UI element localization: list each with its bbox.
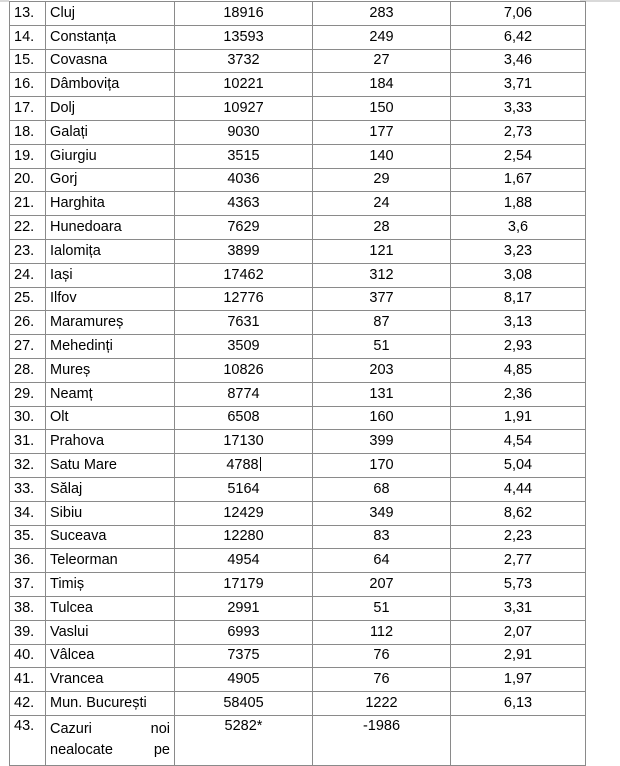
cases-value[interactable]: 18916 [175,2,313,26]
table-row [10,573,586,597]
deaths-value[interactable]: 64 [313,549,451,573]
rate-value[interactable]: 3,08 [451,263,586,287]
table-row-unallocated [10,715,586,765]
county-name: Maramureș [46,311,175,335]
table-row [10,120,586,144]
row-index: 30. [10,406,46,430]
row-index: 27. [10,335,46,359]
cases-value[interactable]: 9030 [175,120,313,144]
county-name: Prahova [46,430,175,454]
rate-value[interactable]: 4,85 [451,358,586,382]
table-row [10,25,586,49]
rate-value[interactable]: 5,73 [451,573,586,597]
rate-value[interactable]: 8,17 [451,287,586,311]
scan-artifact-left [0,0,9,2]
deaths-value[interactable]: 76 [313,668,451,692]
row-index: 33. [10,477,46,501]
row-index: 15. [10,49,46,73]
row-index: 38. [10,596,46,620]
county-name: Constanța [46,25,175,49]
row-index: 39. [10,620,46,644]
cases-value[interactable]: 58405 [175,692,313,716]
table-row [10,263,586,287]
unallocated-label [46,715,175,765]
cases-value[interactable]: 6508 [175,406,313,430]
cases-value[interactable]: 3732 [175,49,313,73]
table-row [10,501,586,525]
cases-value[interactable]: 13593 [175,25,313,49]
cases-value[interactable]: 4363 [175,192,313,216]
row-index: 28. [10,358,46,382]
deaths-value[interactable]: 1222 [313,692,451,716]
county-name: Vrancea [46,668,175,692]
rate-value[interactable]: 2,23 [451,525,586,549]
county-name: Sălaj [46,477,175,501]
table-row [10,239,586,263]
table-row [10,430,586,454]
row-index: 16. [10,73,46,97]
county-name: Dolj [46,97,175,121]
deaths-value[interactable]: 27 [313,49,451,73]
table-row [10,525,586,549]
deaths-value[interactable]: 150 [313,97,451,121]
table-row [10,477,586,501]
rate-value[interactable]: 4,54 [451,430,586,454]
deaths-value[interactable]: 83 [313,525,451,549]
rate-value[interactable]: 3,23 [451,239,586,263]
cases-value[interactable]: 5164 [175,477,313,501]
table-row [10,596,586,620]
table-row [10,549,586,573]
rate-value[interactable]: 2,36 [451,382,586,406]
row-index: 23. [10,239,46,263]
rate-value[interactable]: 3,31 [451,596,586,620]
deaths-value[interactable]: 131 [313,382,451,406]
county-name: Olt [46,406,175,430]
rate-value[interactable]: 1,88 [451,192,586,216]
deaths-value[interactable]: 184 [313,73,451,97]
table-row [10,49,586,73]
county-name: Mureș [46,358,175,382]
deaths-value[interactable]: 177 [313,120,451,144]
row-index: 43. [10,715,46,765]
county-name: Suceava [46,525,175,549]
county-name: Vâlcea [46,644,175,668]
table-body [10,2,586,766]
deaths-value[interactable]: 28 [313,216,451,240]
deaths-value[interactable]: 51 [313,596,451,620]
cases-value[interactable]: 6993 [175,620,313,644]
cases-value[interactable]: 17462 [175,263,313,287]
rate-value[interactable]: 2,93 [451,335,586,359]
rate-value[interactable]: 3,71 [451,73,586,97]
row-index: 22. [10,216,46,240]
row-index: 25. [10,287,46,311]
deaths-value[interactable]: 24 [313,192,451,216]
cases-value[interactable]: 3509 [175,335,313,359]
cases-value[interactable]: 10927 [175,97,313,121]
unallocated-label-line: nealocate pe [50,741,170,758]
cases-value[interactable]: 7629 [175,216,313,240]
county-name: Hunedoara [46,216,175,240]
cases-value[interactable]: 2991 [175,596,313,620]
rate-value[interactable]: 5,04 [451,454,586,478]
county-name: Galați [46,120,175,144]
county-name: Vaslui [46,620,175,644]
table-row [10,620,586,644]
table-row [10,382,586,406]
table-row [10,311,586,335]
cases-value[interactable]: 12776 [175,287,313,311]
rate-value[interactable]: 6,42 [451,25,586,49]
county-name: Mun. București [46,692,175,716]
rate-value[interactable]: 3,13 [451,311,586,335]
rate-value[interactable]: 2,07 [451,620,586,644]
county-name: Covasna [46,49,175,73]
cases-value[interactable]: 10826 [175,358,313,382]
deaths-value[interactable]: 68 [313,477,451,501]
rate-value[interactable]: 4,44 [451,477,586,501]
cases-value[interactable]: 7631 [175,311,313,335]
rate-value[interactable] [451,715,586,765]
table-container [9,1,585,766]
row-index: 21. [10,192,46,216]
row-index: 31. [10,430,46,454]
rate-value[interactable]: 3,6 [451,216,586,240]
row-index: 29. [10,382,46,406]
table-row [10,2,586,26]
deaths-value[interactable]: 312 [313,263,451,287]
row-index: 13. [10,2,46,26]
scan-artifact-right [580,0,620,2]
deaths-value[interactable]: 170 [313,454,451,478]
row-index: 17. [10,97,46,121]
row-index: 18. [10,120,46,144]
deaths-value[interactable]: 160 [313,406,451,430]
rate-value[interactable]: 3,46 [451,49,586,73]
row-index: 20. [10,168,46,192]
deaths-value[interactable]: 140 [313,144,451,168]
rate-value[interactable]: 1,97 [451,668,586,692]
deaths-value[interactable]: 76 [313,644,451,668]
rate-value[interactable]: 2,73 [451,120,586,144]
row-index: 34. [10,501,46,525]
deaths-value[interactable]: 203 [313,358,451,382]
table-row [10,192,586,216]
deaths-value[interactable]: 377 [313,287,451,311]
row-index: 42. [10,692,46,716]
deaths-value[interactable]: 249 [313,25,451,49]
table-row [10,335,586,359]
row-index: 40. [10,644,46,668]
cases-value[interactable]: 12429 [175,501,313,525]
rate-value[interactable]: 2,91 [451,644,586,668]
rate-value[interactable]: 8,62 [451,501,586,525]
cases-value[interactable]: 8774 [175,382,313,406]
rate-value[interactable]: 1,91 [451,406,586,430]
cases-value[interactable]: 3515 [175,144,313,168]
row-index: 41. [10,668,46,692]
table-row [10,692,586,716]
table-row [10,287,586,311]
cases-value[interactable]: 7375 [175,644,313,668]
county-name: Mehedinți [46,335,175,359]
county-name: Iași [46,263,175,287]
county-name: Neamț [46,382,175,406]
table-row [10,644,586,668]
row-index: 36. [10,549,46,573]
row-index: 37. [10,573,46,597]
deaths-value[interactable]: 283 [313,2,451,26]
county-name: Gorj [46,168,175,192]
row-index: 19. [10,144,46,168]
row-index: 35. [10,525,46,549]
cases-value[interactable]: 5282* [175,715,313,765]
county-name: Sibiu [46,501,175,525]
deaths-value[interactable]: 112 [313,620,451,644]
county-name: Tulcea [46,596,175,620]
county-name: Ialomița [46,239,175,263]
deaths-value[interactable]: 121 [313,239,451,263]
cases-value[interactable]: 4036 [175,168,313,192]
county-name: Harghita [46,192,175,216]
cases-value[interactable]: 4788 [175,454,313,478]
county-name: Dâmbovița [46,73,175,97]
row-index: 14. [10,25,46,49]
deaths-value[interactable]: -1986 [313,715,451,765]
rate-value[interactable]: 6,13 [451,692,586,716]
deaths-value[interactable]: 51 [313,335,451,359]
table-row [10,406,586,430]
county-name: Teleorman [46,549,175,573]
deaths-value[interactable]: 207 [313,573,451,597]
cases-value[interactable]: 4954 [175,549,313,573]
table-row [10,144,586,168]
table-row [10,73,586,97]
unallocated-label-line: Cazuri noi [50,720,170,737]
row-index: 24. [10,263,46,287]
county-name: Ilfov [46,287,175,311]
rate-value[interactable]: 3,33 [451,97,586,121]
table-row [10,168,586,192]
rate-value[interactable]: 7,06 [451,2,586,26]
rate-value[interactable]: 1,67 [451,168,586,192]
table-row [10,358,586,382]
table-row [10,216,586,240]
rate-value[interactable]: 2,77 [451,549,586,573]
deaths-value[interactable]: 399 [313,430,451,454]
row-index: 32. [10,454,46,478]
cases-value[interactable]: 10221 [175,73,313,97]
county-name: Timiș [46,573,175,597]
cases-value[interactable]: 17179 [175,573,313,597]
counties-data-table [9,1,586,766]
deaths-value[interactable]: 87 [313,311,451,335]
table-row [10,454,586,478]
county-name: Satu Mare [46,454,175,478]
cases-value[interactable]: 4905 [175,668,313,692]
deaths-value[interactable]: 349 [313,501,451,525]
row-index: 26. [10,311,46,335]
text-cursor-caret [260,457,261,471]
rate-value[interactable]: 2,54 [451,144,586,168]
deaths-value[interactable]: 29 [313,168,451,192]
cases-value[interactable]: 3899 [175,239,313,263]
cases-value[interactable]: 17130 [175,430,313,454]
county-name: Giurgiu [46,144,175,168]
county-name: Cluj [46,2,175,26]
table-row [10,97,586,121]
table-row [10,668,586,692]
cases-value[interactable]: 12280 [175,525,313,549]
